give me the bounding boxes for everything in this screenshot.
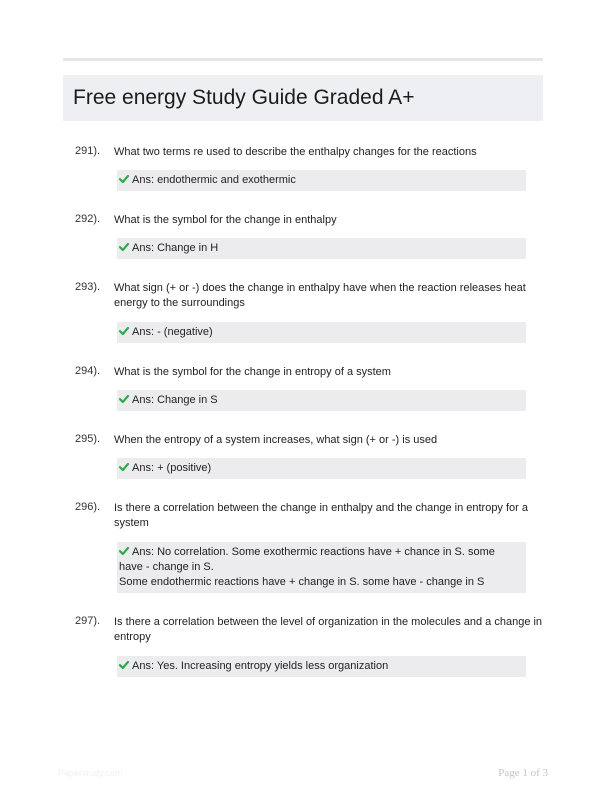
answer-text: Ans: + (positive) xyxy=(132,462,212,474)
question-number: 291). xyxy=(75,145,101,157)
check-icon xyxy=(119,242,129,252)
answer-text: Ans: - (negative) xyxy=(132,326,213,338)
check-icon xyxy=(119,326,129,336)
footer-watermark: Paperstudy.com xyxy=(58,768,123,778)
answer-box xyxy=(117,458,526,479)
check-icon xyxy=(119,462,129,472)
question-text: What is the symbol for the change in entropy of a system xyxy=(114,366,391,378)
question-number: 295). xyxy=(75,433,101,445)
check-icon xyxy=(119,660,129,670)
check-icon xyxy=(119,394,129,404)
check-icon xyxy=(119,174,129,184)
page-title: Free energy Study Guide Graded A+ xyxy=(73,86,415,109)
answer-box xyxy=(117,656,526,677)
answer-box xyxy=(117,390,526,411)
question-text: What two terms re used to describe the enthalpy changes for the reactions xyxy=(114,146,477,158)
top-divider xyxy=(63,58,543,61)
question-text: Is there a correlation between the level of organization in the molecules and a change in entropy xyxy=(114,616,543,643)
question-text: Is there a correlation between the change in enthalpy and the change in entropy for a system xyxy=(114,502,529,529)
question-number: 297). xyxy=(75,615,101,627)
title-bar xyxy=(63,75,543,121)
question-number: 294). xyxy=(75,365,101,377)
answer-line xyxy=(119,545,518,575)
check-icon xyxy=(119,546,129,556)
answer-text: Ans: No correlation. Some exothermic reactions have + chance in S. some have - change in S. xyxy=(119,546,495,573)
answer-text: Ans: endothermic and exothermic xyxy=(132,174,296,186)
question-text: What sign (+ or -) does the change in enthalpy have when the reaction releases heat energy to the surroundings xyxy=(114,282,526,309)
answer-box xyxy=(117,238,526,259)
answer-text-line2: Some endothermic reactions have + change in S. some have - change in S xyxy=(119,576,485,588)
answer-text: Ans: Change in H xyxy=(132,242,219,254)
answer-text: Ans: Yes. Increasing entropy yields less organization xyxy=(132,660,389,672)
question-number: 292). xyxy=(75,213,101,225)
answer-box xyxy=(117,170,526,191)
answer-box xyxy=(117,322,526,343)
question-number: 296). xyxy=(75,501,101,513)
answer-text: Ans: Change in S xyxy=(132,394,218,406)
page-number: Page 1 of 3 xyxy=(498,767,548,779)
question-text: What is the symbol for the change in enthalpy xyxy=(114,214,337,226)
question-text: When the entropy of a system increases, what sign (+ or -) is used xyxy=(114,434,438,446)
answer-box xyxy=(117,542,526,593)
question-number: 293). xyxy=(75,281,101,293)
